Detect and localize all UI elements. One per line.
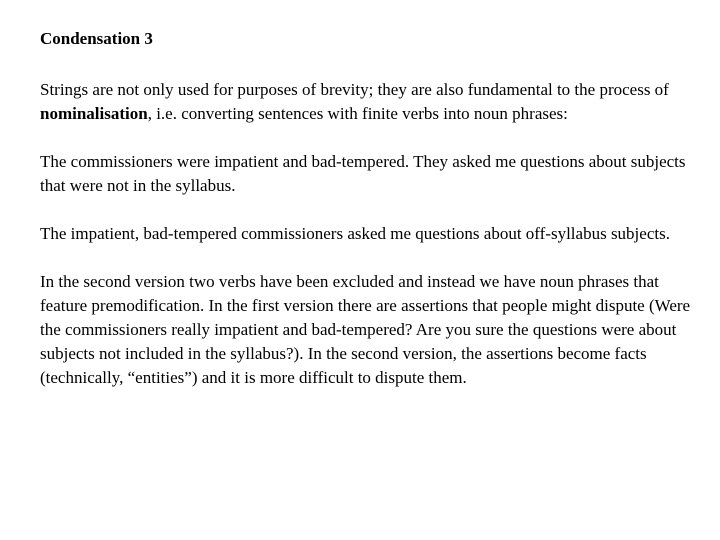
slide-title: Condensation 3 [40,29,153,48]
paragraph-example-nominalised: The impatient, bad-tempered commissioners asked me questions about off-syllabus subjects. [40,224,670,243]
slide-content [40,27,700,414]
paragraph-intro [40,78,700,126]
nominalisation-term: nominalisation [40,104,148,123]
paragraph-intro-text-before: Strings are not only used for purposes of brevity; they are also fundamental to the process of [40,80,669,99]
paragraph-intro-text-after: , i.e. converting sentences with finite verbs into noun phrases: [147,104,568,123]
paragraph-explanation: In the second version two verbs have been excluded and instead we have noun phrases that feature premodification. In the first version there are assertions that people might dispute (Were the commissioners really impatient and bad-tempered? Are you sure the questions were about subjects not included in the syllabus?). In the second version, the assertions become facts (technically, “entities”) and it is more difficult to dispute them. [40,272,691,387]
paragraph-example-sentences: The commissioners were impatient and bad-tempered. They asked me questions about subjects that were not in the syllabus. [40,152,686,195]
